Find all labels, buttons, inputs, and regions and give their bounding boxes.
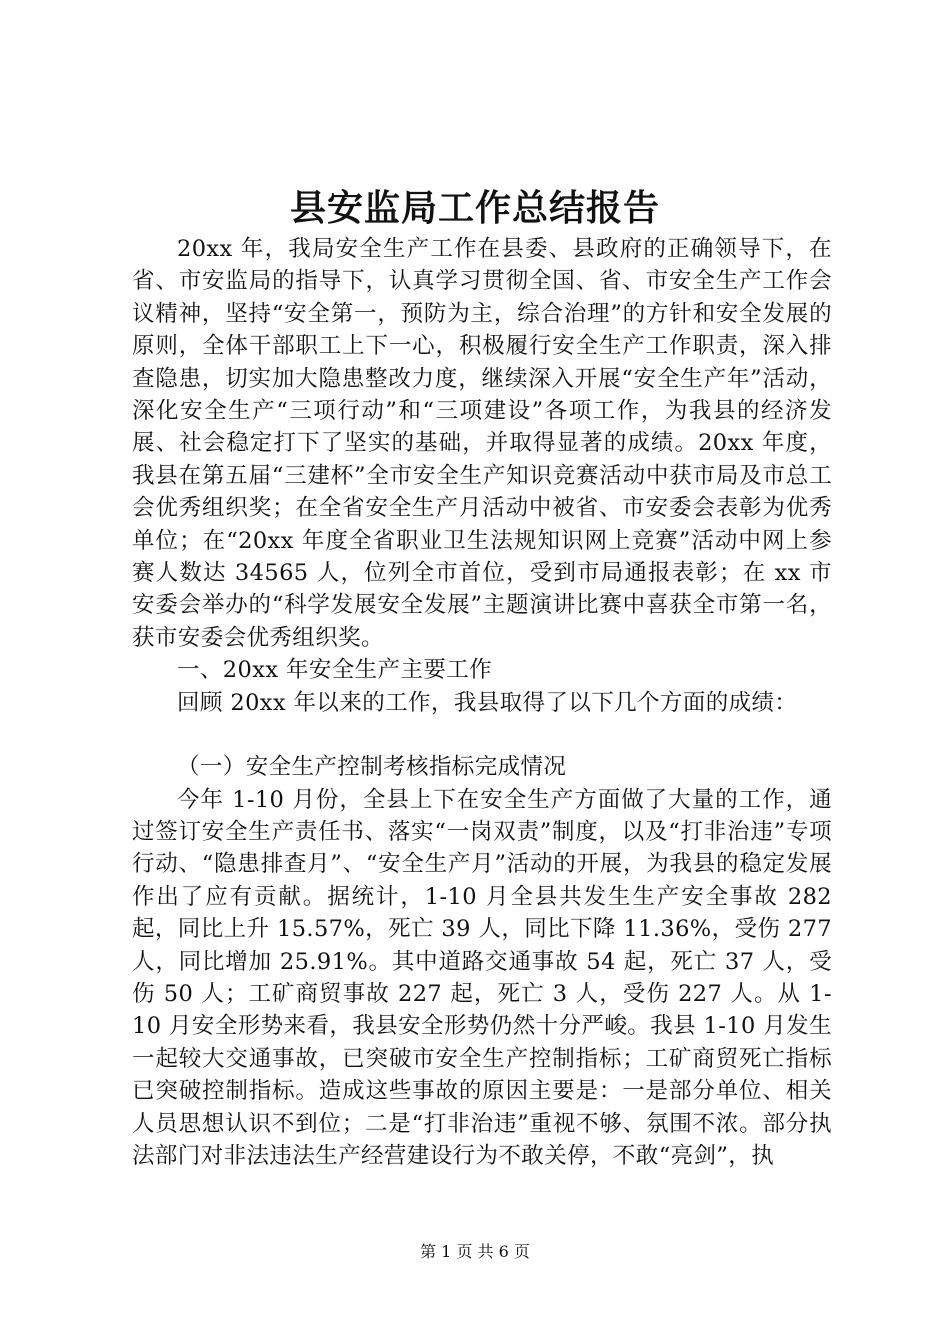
document-body <box>132 233 832 1172</box>
subsection-heading: （一）安全生产控制考核指标完成情况 <box>177 754 567 781</box>
intro-paragraph: 20xx 年，我局安全生产工作在县委、县政府的正确领导下，在省、市安监局的指导下，认真学习贯彻全国、省、市安全生产工作会议精神，坚持“安全第一，预防为主，综合治理”的方针和安全发展的原则，全体干部职工上下一心，积极履行安全生产工作职责，深入排查隐患，切实加大隐患整改力度，继续深入开展“安全生产年”活动，深化安全生产“三项行动”和“三项建设”各项工作，为我县的经济发展、社会稳定打下了坚实的基础，并取得显著的成绩。20xx 年度，我县在第五届“三建杯”全市安全生产知识竞赛活动中获市局及市总工会优秀组织奖；在全省安全生产月活动中被省、市安委会表彰为优秀单位；在“20xx 年度全省职业卫生法规知识网上竞赛”活动中网上参赛人数达 34565 人，位列全市首位，受到市局通报表彰；在 xx 市安委会举办的“科学发展安全发展”主题演讲比赛中喜获全市第一名，获市安委会优秀组织奖。 <box>132 236 832 651</box>
review-paragraph: 回顾 20xx 年以来的工作，我县取得了以下几个方面的成绩： <box>177 689 798 716</box>
statistics-paragraph: 今年 1-10 月份，全县上下在安全生产方面做了大量的工作，通过签订安全生产责任书、落实“一岗双责”制度，以及“打非治违”专项行动、“隐患排查月”、“安全生产月”活动的开展，为我县的稳定发展作出了应有贡献。据统计，1-10 月全县共发生生产安全事故 282 起，同比上升 15.57%，死亡 39 人，同比下降 11.36%，受伤 277 人，同比增加 25.91%。其中道路交通事故 54 起，死亡 37 人，受伤 50 人；工矿商贸事故 227 起，死亡 3 人，受伤 227 人。从 1-10 月安全形势来看，我县安全形势仍然十分严峻。我县 1-10 月发生一起较大交通事故，已突破市安全生产控制指标；工矿商贸死亡指标已突破控制指标。造成这些事故的原因主要是：一是部分单位、相关人员思想认识不到位；二是“打非治违”重视不够、氛围不浓。部分执法部门对非法违法生产经营建设行为不敢关停，不敢“亮剑”，执 <box>132 786 832 1169</box>
section-heading: 一、20xx 年安全生产主要工作 <box>177 657 493 684</box>
page-number-footer: 第 1 页 共 6 页 <box>420 1242 530 1261</box>
document-title: 县安监局工作总结报告 <box>289 187 660 229</box>
